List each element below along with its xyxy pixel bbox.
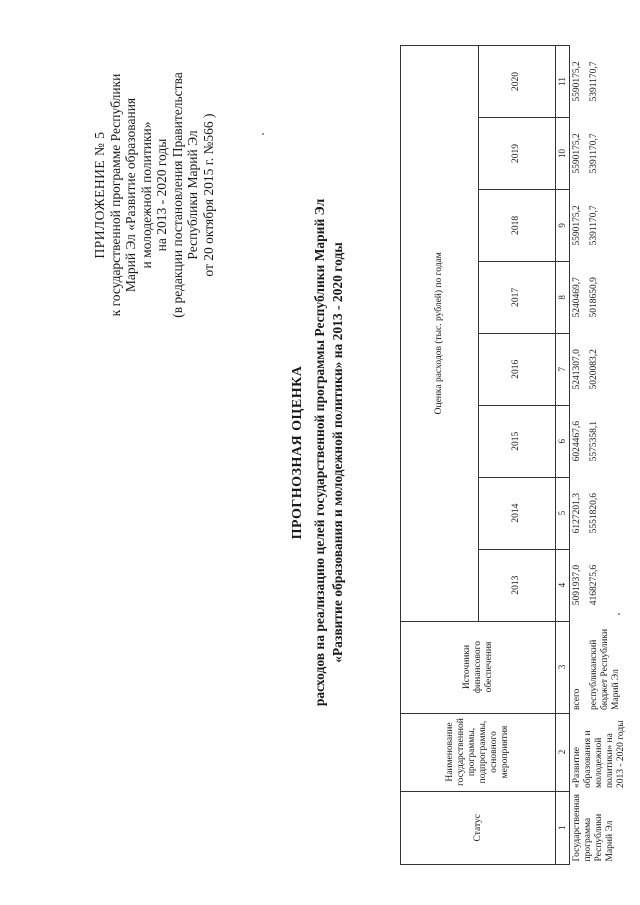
year-header: 2016 [478,333,556,405]
document-subtitle: «Развитие образования и молодежной политики» на 2013 - 2020 годы [330,242,345,663]
column-number: 9 [556,189,570,261]
column-number: 11 [556,46,570,118]
appendix-line: от 20 октября 2015 г. №566 ) [200,113,216,277]
appendix-title: ПРИЛОЖЕНИЕ № 5 [92,131,107,259]
source-label: республиканский бюджет Республики Марий Эл [589,628,622,711]
column-number: 3 [556,621,570,713]
year-header: 2013 [478,549,556,621]
value-cell: 5391170,7 [589,133,600,174]
year-header: 2019 [478,117,556,189]
header-status: Статус [401,791,556,864]
column-number-row [556,46,570,865]
value-cell: 6127201,3 [572,492,582,534]
column-number: 2 [556,713,570,791]
source-label: всего [572,688,582,711]
appendix-line: на 2013 - 2020 годы [154,138,169,252]
column-number: 7 [556,333,570,405]
forecast-table [400,45,629,865]
year-header: 2015 [478,405,556,477]
header-name: Наименование государственной программы, подпрограммы, основного мероприятия [401,713,556,791]
appendix-line: Республики Марий Эл [185,130,200,260]
scan-speck [262,133,264,135]
scan-speck [618,613,620,615]
header-estimate: Оценка расходов (тыс. рублей) по годам [401,46,479,622]
value-cell: 5590175,2 [572,133,582,174]
value-cell: 4168275,6 [589,564,600,606]
value-cell: 5551820,6 [589,492,600,534]
value-cell: 5241307,0 [572,349,582,390]
value-cell: 5091937,0 [572,564,582,606]
column-number: 8 [556,261,570,333]
row-status: Государственная программа Республики Марий Эл [572,794,615,862]
column-number: 5 [556,477,570,549]
document-subtitle: расходов на реализацию целей государственной программы Республики Марий Эл [312,198,327,707]
appendix-line: (в редакции постановления Правительства [169,72,185,318]
value-cell: 5020083,2 [589,349,600,390]
value-cell: 5575358,1 [589,421,600,462]
value-cell: 5391170,7 [589,61,600,102]
column-number: 1 [556,791,570,864]
header-source: Источники финансового обеспечения [401,621,556,713]
column-number: 4 [556,549,570,621]
year-header: 2014 [478,477,556,549]
appendix-line: Марий Эл «Развитие образования [123,97,138,293]
value-cell: 5240469,7 [572,277,582,318]
appendix-line: к государственной программе Республики [107,73,123,317]
value-cell: 5018650,9 [589,277,600,318]
value-cell: 5590175,2 [572,205,582,246]
year-header: 2017 [478,261,556,333]
document-title: ПРОГНОЗНАЯ ОЦЕНКА [290,365,305,540]
appendix-block [92,25,216,365]
column-number: 10 [556,117,570,189]
value-cell: 6024467,6 [572,421,582,462]
header-row [401,46,479,865]
value-cell: 5590175,2 [572,61,582,102]
year-header: 2020 [478,46,556,118]
appendix-line: и молодежной политики» [138,121,154,269]
row-name: «Развитие образования и молодежной политики» на 2013 - 2020 годы [572,720,626,789]
table-row [570,46,588,865]
year-header: 2018 [478,189,556,261]
value-cell: 5391170,7 [589,205,600,246]
column-number: 6 [556,405,570,477]
